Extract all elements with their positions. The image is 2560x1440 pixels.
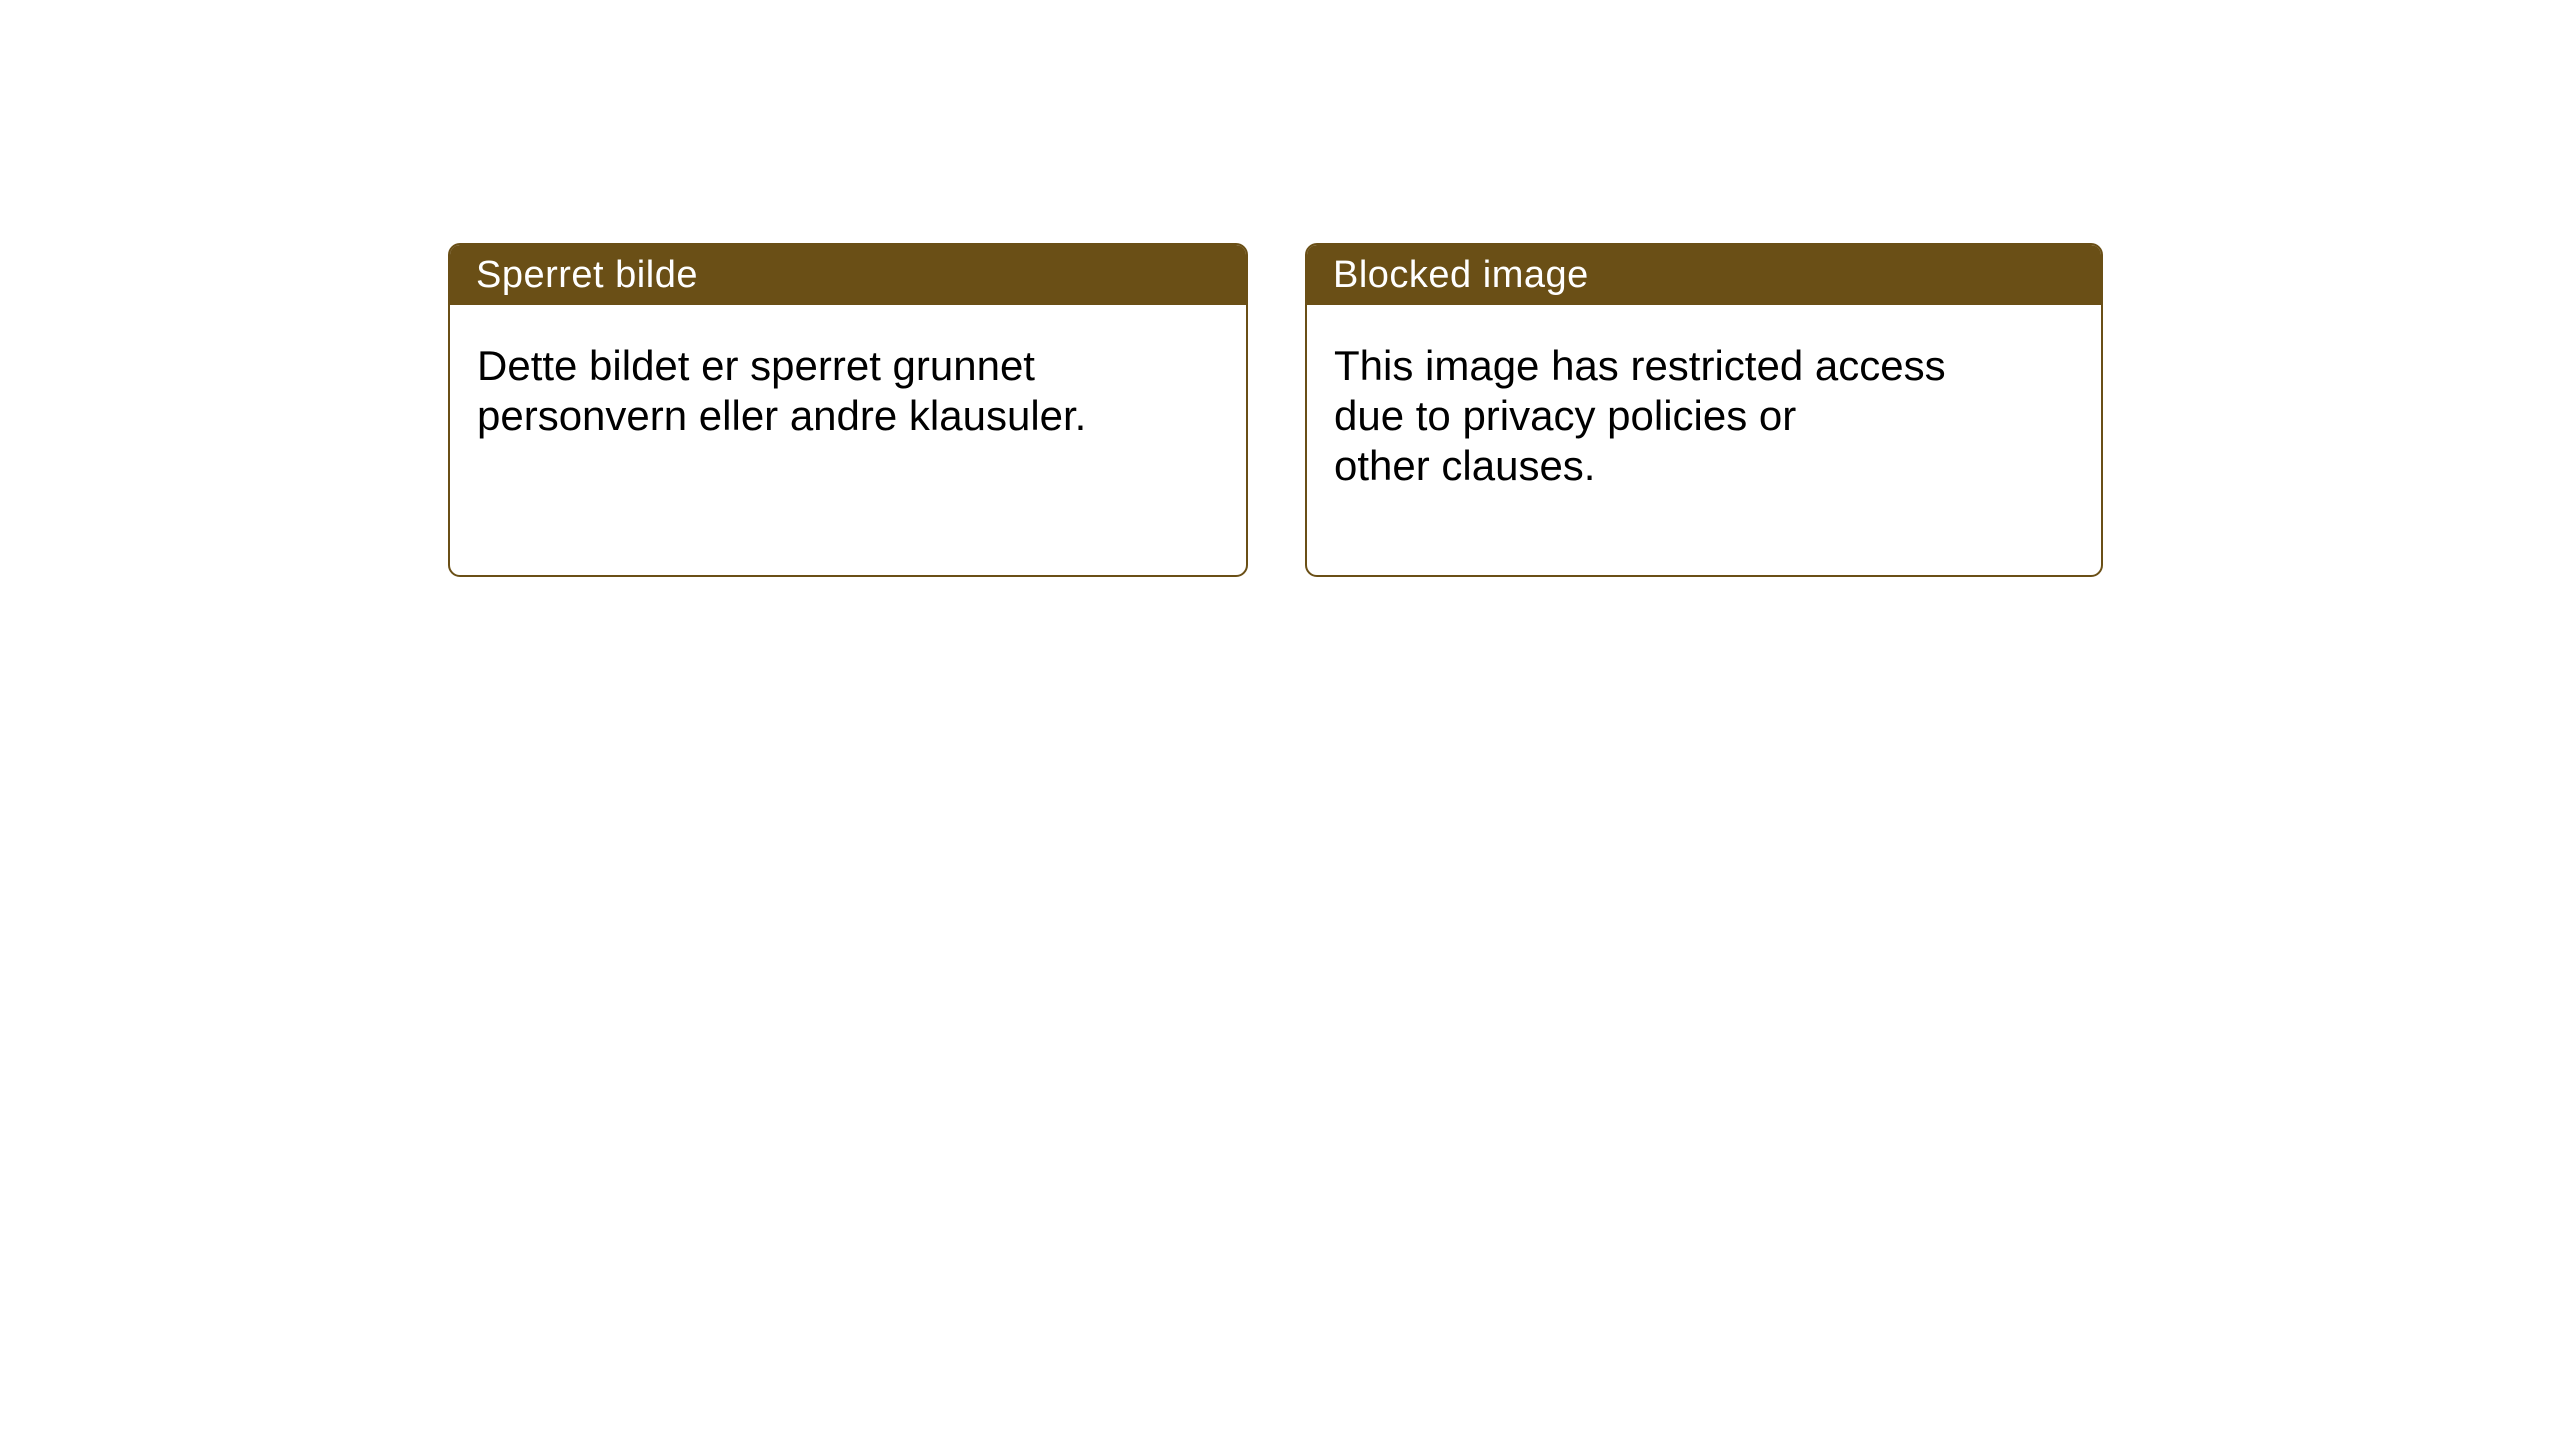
card-header — [1307, 245, 2101, 305]
card-body-line: This image has restricted access — [1334, 342, 1946, 389]
card-header — [450, 245, 1246, 305]
card-body-line: Dette bildet er sperret grunnet — [477, 342, 1035, 389]
card-title: Sperret bilde — [476, 253, 698, 296]
blocked-image-notice-card-english — [1305, 243, 2103, 577]
card-body-line: personvern eller andre klausuler. — [477, 392, 1087, 439]
card-body-line: other clauses. — [1334, 442, 1596, 489]
card-title: Blocked image — [1333, 253, 1589, 296]
card-body — [450, 305, 1246, 441]
card-body-line: due to privacy policies or — [1334, 392, 1797, 439]
blocked-image-notice-card-norwegian — [448, 243, 1248, 577]
card-body — [1307, 305, 2101, 491]
